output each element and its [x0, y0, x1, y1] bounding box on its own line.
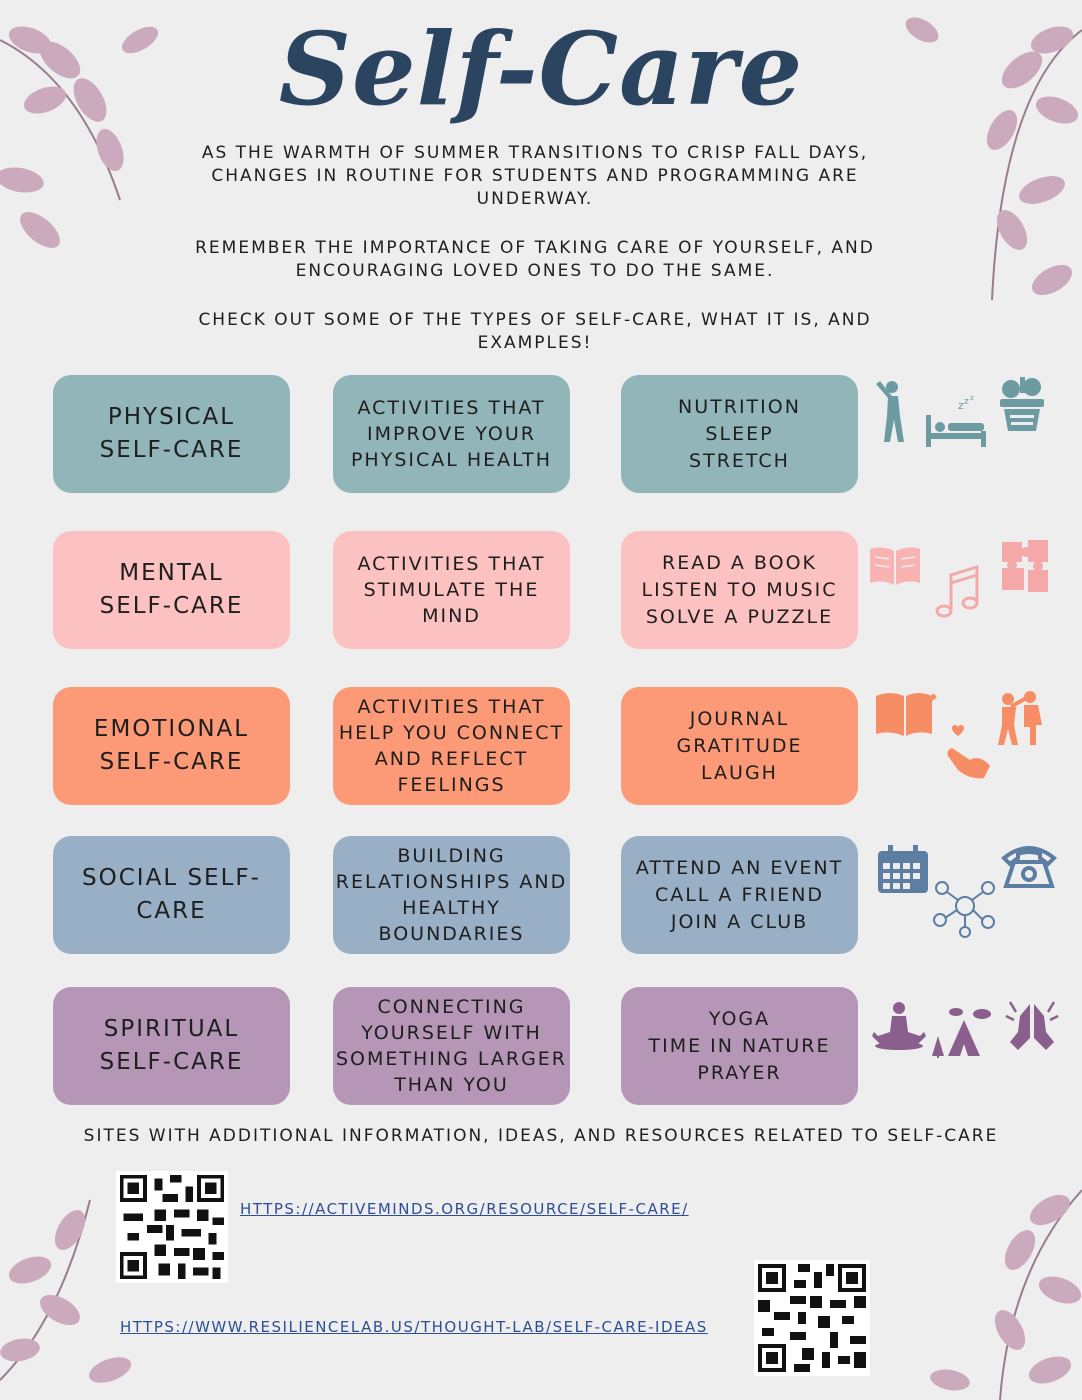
- page-title: Self-Care: [278, 10, 804, 128]
- example-item: YOGA: [708, 1007, 771, 1030]
- journal-icon: [874, 690, 938, 740]
- example-item: TIME IN NATURE: [648, 1034, 831, 1057]
- network-icon: [930, 876, 1000, 938]
- svg-text:z: z: [970, 395, 974, 402]
- emotional-type-card: [53, 687, 290, 805]
- nature-icon: [926, 1006, 994, 1058]
- example-item: STRETCH: [689, 449, 790, 472]
- example-item: SLEEP: [705, 422, 774, 445]
- social-examples-card: [621, 836, 858, 954]
- mental-type-card: [53, 531, 290, 649]
- link-activeminds[interactable]: HTTPS://ACTIVEMINDS.ORG/RESOURCE/SELF-CARE/: [240, 1200, 689, 1218]
- intro-paragraph-1: AS THE WARMTH OF SUMMER TRANSITIONS TO CRISP FALL DAYS, CHANGES IN ROUTINE FOR STUDENTS AND PROGRAMMING ARE UNDERWAY.: [201, 143, 869, 209]
- example-item: JOIN A CLUB: [670, 910, 809, 933]
- laughing-people-icon: [990, 685, 1048, 747]
- intro-paragraph-2: REMEMBER THE IMPORTANCE OF TAKING CARE OF YOURSELF, AND ENCOURAGING LOVED ONES TO DO THE SAME.: [195, 238, 875, 281]
- example-item: READ A BOOK: [662, 551, 817, 574]
- example-item: NUTRITION: [678, 395, 801, 418]
- svg-text:z: z: [964, 397, 969, 407]
- description-text: ACTIVITIES THAT IMPROVE YOUR PHYSICAL HEALTH: [350, 397, 553, 471]
- qr-code-activeminds: [116, 1171, 228, 1283]
- example-item: GRATITUDE: [676, 734, 803, 757]
- qr-code-resiliencelab: [754, 1260, 870, 1376]
- music-notes-icon: [934, 563, 988, 621]
- type-label: SOCIAL SELF-CARE: [82, 865, 261, 924]
- open-book-icon: [866, 543, 924, 589]
- description-text: BUILDING RELATIONSHIPS AND HEALTHY BOUNDARIES: [335, 845, 568, 945]
- example-item: PRAYER: [697, 1061, 782, 1084]
- physical-examples-card: [621, 375, 858, 493]
- example-item: JOURNAL: [689, 707, 790, 730]
- intro-paragraph-3: CHECK OUT SOME OF THE TYPES OF SELF-CARE, WHAT IT IS, AND EXAMPLES!: [198, 310, 872, 353]
- spiritual-description-card: [333, 987, 570, 1105]
- example-item: ATTEND AN EVENT: [635, 856, 844, 879]
- eucalyptus-decoration-bottom-right: [900, 1170, 1082, 1400]
- type-label: PHYSICAL SELF-CARE: [99, 404, 244, 463]
- description-text: ACTIVITIES THAT STIMULATE THE MIND: [357, 553, 546, 627]
- stretch-icon: [872, 378, 914, 444]
- calendar-icon: [876, 843, 930, 895]
- puzzle-icon: [998, 536, 1052, 596]
- telephone-icon: [1000, 840, 1058, 890]
- social-description-card: [333, 836, 570, 954]
- mental-examples-card: [621, 531, 858, 649]
- heart-hands-icon: [944, 722, 996, 782]
- spiritual-examples-card: [621, 987, 858, 1105]
- spiritual-type-card: [53, 987, 290, 1105]
- resources-heading: SITES WITH ADDITIONAL INFORMATION, IDEAS, AND RESOURCES RELATED TO SELF-CARE: [83, 1126, 999, 1146]
- physical-description-card: [333, 375, 570, 493]
- prayer-hands-icon: [1004, 998, 1060, 1052]
- description-text: CONNECTING YOURSELF WITH SOMETHING LARGER THAN YOU: [335, 996, 568, 1096]
- example-item: LISTEN TO MUSIC: [641, 578, 838, 601]
- meditation-icon: [870, 1000, 928, 1050]
- food-basket-icon: [998, 375, 1046, 433]
- link-resiliencelab[interactable]: HTTPS://WWW.RESILIENCELAB.US/THOUGHT-LAB/SELF-CARE-IDEAS: [120, 1318, 708, 1336]
- type-label: MENTAL SELF-CARE: [99, 560, 244, 619]
- example-item: LAUGH: [701, 761, 778, 784]
- sleep-icon: [924, 395, 988, 449]
- mental-description-card: [333, 531, 570, 649]
- example-item: CALL A FRIEND: [654, 883, 825, 906]
- type-label: EMOTIONAL SELF-CARE: [93, 716, 250, 775]
- social-type-card: [53, 836, 290, 954]
- svg-text:z: z: [958, 399, 964, 412]
- emotional-description-card: [333, 687, 570, 805]
- example-item: SOLVE A PUZZLE: [645, 605, 834, 628]
- emotional-examples-card: [621, 687, 858, 805]
- description-text: ACTIVITIES THAT HELP YOU CONNECT AND REFLECT FEELINGS: [338, 696, 565, 796]
- physical-type-card: [53, 375, 290, 493]
- type-label: SPIRITUAL SELF-CARE: [99, 1016, 244, 1075]
